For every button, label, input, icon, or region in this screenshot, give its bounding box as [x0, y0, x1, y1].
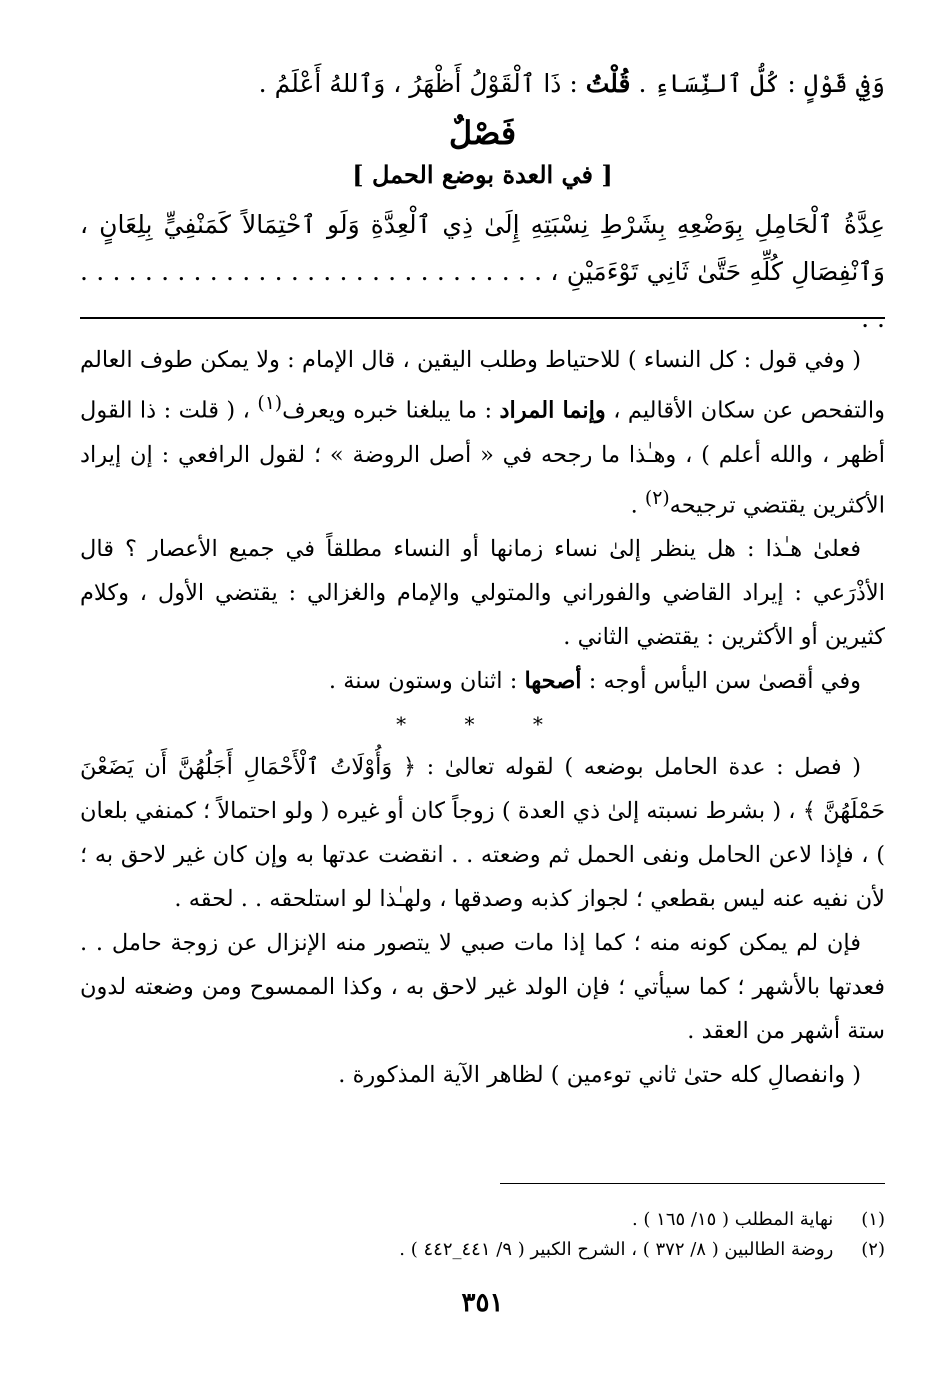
book-page: [80, 0, 885, 1377]
sharh-p3-text-a: وفي أقصىٰ سن اليأس أوجه :: [588, 668, 861, 694]
footnote-ref-2: (٢): [644, 487, 670, 509]
qultu-label: قُلْتُ: [585, 69, 631, 98]
sharh-paragraph-4: ( فصل : عدة الحامل بوضعه ) لقوله تعالىٰ : ﴿ وَأُوْلَاتُ ٱلْأَحْمَالِ أَجَلُهُنَّ أَن يَضَعْنَ حَمْلَهُنَّ ﴾ ، ( بشرط نسبته إلىٰ ذي العدة ) زوجاً كان أو غيره ( ولو احتمالاً ؛ كمنفي بلعان ) ، فإذا لاعن الحامل ونفى الحمل ثم وضعته . . انقضت عدتها به وإن كان غير لاحق به ؛ لأن نفيه عنه ليس بقطعي ؛ لجواز كذبه وصدقها ، ولهـٰذا لو استلحقه . . لحقه .: [80, 754, 885, 912]
footnote-1-number: (١): [861, 1209, 885, 1230]
matn-dots: . . . . . . . . . . . . . . . . . . . . . . . . . . . . . . .: [80, 257, 885, 333]
section-separator-stars: * * *: [396, 712, 569, 736]
sharh-paragraph-2: فعلىٰ هـٰذا : هل ينظر إلىٰ نساء زمانها أو النساء مطلقاً في جميع الأعصار ؟ قال الأذْرَعي : إيراد القاضي والفوراني والمتولي والإمام والغزالي : يقتضي الأول ، وكلام كثيرين أو الأكثرين : يقتضي الثاني .: [80, 536, 885, 650]
fasl-title: فَصْلٌ: [448, 114, 517, 152]
section-divider: [80, 317, 885, 319]
footnote-2-number: (٢): [861, 1239, 885, 1260]
matn-line-1-text: وَفِي قَوْلٍ : كُلُّ ٱلنِّسَاءِ .: [638, 69, 885, 98]
matn-line-1: [80, 60, 885, 107]
matn-paragraph: [80, 201, 885, 342]
footnote-1: [80, 1205, 885, 1235]
footnote-2: [80, 1235, 885, 1265]
sharh-paragraph-6: ( وانفصالِ كله حتىٰ ثاني توءمين ) لظاهر الآية المذكورة .: [338, 1062, 861, 1088]
footnote-divider: [500, 1183, 885, 1184]
page-number: ٣٥١: [461, 1288, 504, 1318]
matn-line-1-rest: : ذَا ٱلْقَوْلُ أَظْهَرُ ، وَٱللهُ أَعْلَمُ .: [258, 69, 578, 98]
sharh-paragraph-1: [80, 338, 885, 527]
footnote-2-text: روضة الطالبين ( ٨/ ٣٧٢ ) ، الشرح الكبير ( ٩/ ٤٤١_٤٤٢ ) .: [399, 1239, 834, 1260]
sharh-p1-text-a: ( وفي قول : كل النساء ) للاحتياط وطلب اليقين ، قال الإمام : ولا يمكن طوف العالم والتفحص عن سكان الأقاليم ،: [80, 347, 886, 424]
sharh-p1-text-b: : ما يبلغنا خبره ويعرف: [282, 397, 493, 424]
footnote-1-text: نهاية المطلب ( ١٥/ ١٦٥ ) .: [631, 1209, 834, 1230]
sharh-p1-text-d: .: [630, 492, 638, 518]
sharh-paragraph-5: فإن لم يمكن كونه منه ؛ كما إذا مات صبي لا يتصور منه الإنزال عن زوجة حامل . . فعدتها بالأشهر ؛ كما سيأتي ؛ فإن الولد غير لاحق به ، وكذا الممسوح ومن وضعته لدون ستة أشهر من العقد .: [80, 930, 885, 1044]
sharh-p1-bold: وإنما المراد: [499, 397, 606, 424]
sharh-section: [80, 338, 885, 1097]
matn-section: [80, 60, 885, 342]
sharh-p1-text-c: ، ( قلت : ذا القول أظهر ، والله أعلم ) ، وهـٰذا ما رجحه في « أصل الروضة » ؛ لقول الرافعي : إن إيراد الأكثرين يقتضي ترجيحه: [80, 397, 885, 518]
footnotes: [80, 1205, 885, 1265]
sharh-paragraph-3: [80, 659, 885, 703]
sharh-p3-text-b: : اثنان وستون سنة .: [328, 668, 518, 694]
sharh-p3-bold: أصحها: [524, 668, 582, 694]
footnote-ref-1: (١): [257, 393, 283, 414]
matn-paragraph-text: عِدَّةُ ٱلْحَامِلِ بِوَضْعِهِ بِشَرْطِ نِسْبَتِهِ إِلَىٰ ذِي ٱلْعِدَّةِ وَلَو ٱحْتِمَالاً كَمَنْفِيٍّ بِلِعَانٍ ، وَٱنْفِصَالِ كُلِّهِ حَتَّىٰ ثَانِي تَوْءَمَيْنِ ،: [80, 210, 885, 286]
fasl-subtitle: [ في العدة بوضع الحمل ]: [352, 160, 613, 189]
